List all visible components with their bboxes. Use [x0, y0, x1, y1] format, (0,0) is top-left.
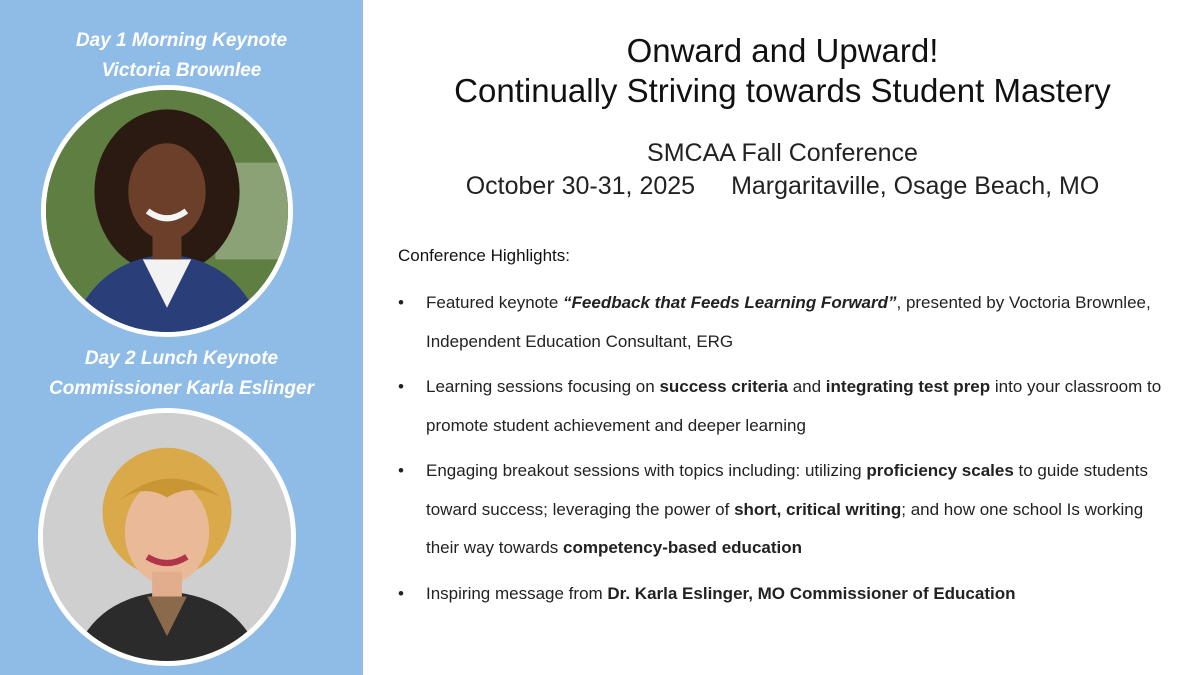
highlight-item	[398, 452, 1178, 568]
sidebar-panel	[0, 0, 363, 675]
conference-dates: October 30-31, 2025	[465, 172, 696, 200]
speaker2-portrait-illustration	[43, 413, 291, 661]
highlight-text: Engaging breakout sessions with topics including: utilizing	[426, 461, 867, 480]
highlight-text: and	[787, 377, 826, 396]
speaker2-photo	[38, 408, 296, 666]
highlights-heading: Conference Highlights:	[398, 246, 570, 265]
highlight-text: into your classroom to promote student achievement and deeper learning	[426, 377, 1162, 435]
highlight-emphasis: competency-based education	[563, 538, 803, 557]
highlight-text: Learning sessions focusing on	[426, 377, 660, 396]
highlight-text: , presented by Voctoria Brownlee, Independent Education Consultant, ERG	[426, 293, 1151, 351]
highlight-item	[398, 284, 1178, 361]
highlight-emphasis: integrating test prep	[825, 377, 991, 396]
conference-name: SMCAA Fall Conference	[647, 139, 918, 167]
keynote1-speaker: Victoria Brownlee	[101, 60, 262, 81]
speaker1-photo	[41, 85, 293, 337]
keynote2-speaker: Commissioner Karla Eslinger	[48, 378, 315, 399]
highlight-emphasis: success criteria	[659, 377, 788, 396]
keynote2-label	[0, 344, 363, 404]
conference-date-location	[365, 171, 1200, 201]
highlight-item	[398, 575, 1178, 614]
highlight-text: ; and how one school Is working their way towards	[426, 499, 1144, 557]
keynote1-label	[0, 26, 363, 86]
highlight-emphasis: proficiency scales	[866, 461, 1014, 480]
keynote-title-text: “Feedback that Feeds Learning Forward”	[563, 293, 897, 312]
highlight-text: Inspiring message from	[426, 583, 608, 603]
speaker1-portrait-illustration	[46, 90, 288, 332]
conference-location: Margaritaville, Osage Beach, MO	[731, 172, 1100, 200]
highlight-emphasis: Dr. Karla Eslinger, MO Commissioner of Education	[607, 583, 1016, 603]
highlight-item	[398, 368, 1178, 445]
highlight-text: to guide students toward success; leveraging the power of	[426, 461, 1149, 519]
keynote1-title: Day 1 Morning Keynote	[75, 30, 288, 51]
keynote2-title: Day 2 Lunch Keynote	[84, 348, 279, 369]
main-title-line1: Onward and Upward!	[626, 32, 939, 69]
highlight-emphasis: short, critical writing	[734, 499, 902, 519]
highlights-list	[398, 284, 1178, 620]
highlight-text: Featured keynote	[426, 293, 564, 312]
main-title-line2: Continually Striving towards Student Mastery	[454, 72, 1111, 109]
